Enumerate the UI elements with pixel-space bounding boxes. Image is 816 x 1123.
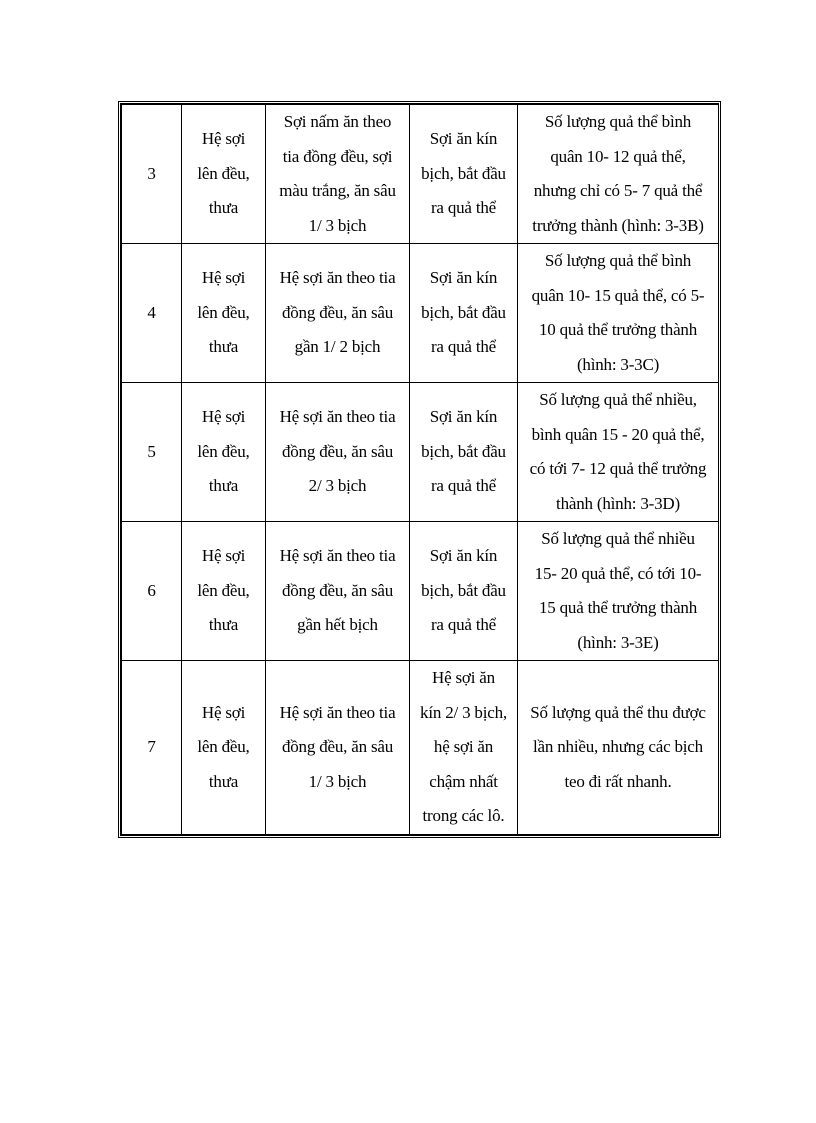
table-row bbox=[122, 661, 719, 835]
table-row bbox=[122, 244, 719, 383]
cell-fruiting-body-result: Số lượng quả thể nhiều, bình quân 15 - 20 quả thể, có tới 7- 12 quả thể trưởng thành (hình: 3-3D) bbox=[518, 383, 719, 522]
cell-bag-coverage: Sợi ăn kín bịch, bắt đầu ra quả thể bbox=[410, 105, 518, 244]
cell-mycelium-spread: Hệ sợi ăn theo tia đồng đều, ăn sâu gần hết bịch bbox=[266, 522, 410, 661]
table-row bbox=[122, 105, 719, 244]
results-table bbox=[121, 104, 719, 835]
cell-mycelium-spread: Hệ sợi ăn theo tia đồng đều, ăn sâu 2/ 3 bịch bbox=[266, 383, 410, 522]
cell-bag-coverage: Sợi ăn kín bịch, bắt đầu ra quả thể bbox=[410, 522, 518, 661]
cell-fruiting-body-result: Số lượng quả thể nhiều 15- 20 quả thể, có tới 10- 15 quả thể trưởng thành (hình: 3-3E) bbox=[518, 522, 719, 661]
cell-fruiting-body-result: Số lượng quả thể thu được lần nhiều, nhưng các bịch teo đi rất nhanh. bbox=[518, 661, 719, 835]
cell-mycelium-spread: Hệ sợi ăn theo tia đồng đều, ăn sâu gần 1/ 2 bịch bbox=[266, 244, 410, 383]
table-row bbox=[122, 383, 719, 522]
cell-fruiting-body-result: Số lượng quả thể bình quân 10- 12 quả thể, nhưng chỉ có 5- 7 quả thể trưởng thành (hình: 3-3B) bbox=[518, 105, 719, 244]
cell-lot-number: 7 bbox=[122, 661, 182, 835]
cell-mycelium-growth: Hệ sợi lên đều, thưa bbox=[182, 661, 266, 835]
cell-mycelium-growth: Hệ sợi lên đều, thưa bbox=[182, 383, 266, 522]
cell-lot-number: 6 bbox=[122, 522, 182, 661]
cell-lot-number: 3 bbox=[122, 105, 182, 244]
cell-lot-number: 5 bbox=[122, 383, 182, 522]
results-table-frame bbox=[118, 101, 721, 838]
cell-mycelium-growth: Hệ sợi lên đều, thưa bbox=[182, 244, 266, 383]
cell-mycelium-spread: Sợi nấm ăn theo tia đồng đều, sợi màu trắng, ăn sâu 1/ 3 bịch bbox=[266, 105, 410, 244]
cell-mycelium-growth: Hệ sợi lên đều, thưa bbox=[182, 105, 266, 244]
cell-mycelium-growth: Hệ sợi lên đều, thưa bbox=[182, 522, 266, 661]
cell-bag-coverage: Hệ sợi ăn kín 2/ 3 bịch, hệ sợi ăn chậm nhất trong các lô. bbox=[410, 661, 518, 835]
cell-lot-number: 4 bbox=[122, 244, 182, 383]
cell-bag-coverage: Sợi ăn kín bịch, bắt đầu ra quả thể bbox=[410, 383, 518, 522]
cell-fruiting-body-result: Số lượng quả thể bình quân 10- 15 quả thể, có 5- 10 quả thể trưởng thành (hình: 3-3C) bbox=[518, 244, 719, 383]
table-row bbox=[122, 522, 719, 661]
cell-mycelium-spread: Hệ sợi ăn theo tia đồng đều, ăn sâu 1/ 3 bịch bbox=[266, 661, 410, 835]
cell-bag-coverage: Sợi ăn kín bịch, bắt đầu ra quả thể bbox=[410, 244, 518, 383]
